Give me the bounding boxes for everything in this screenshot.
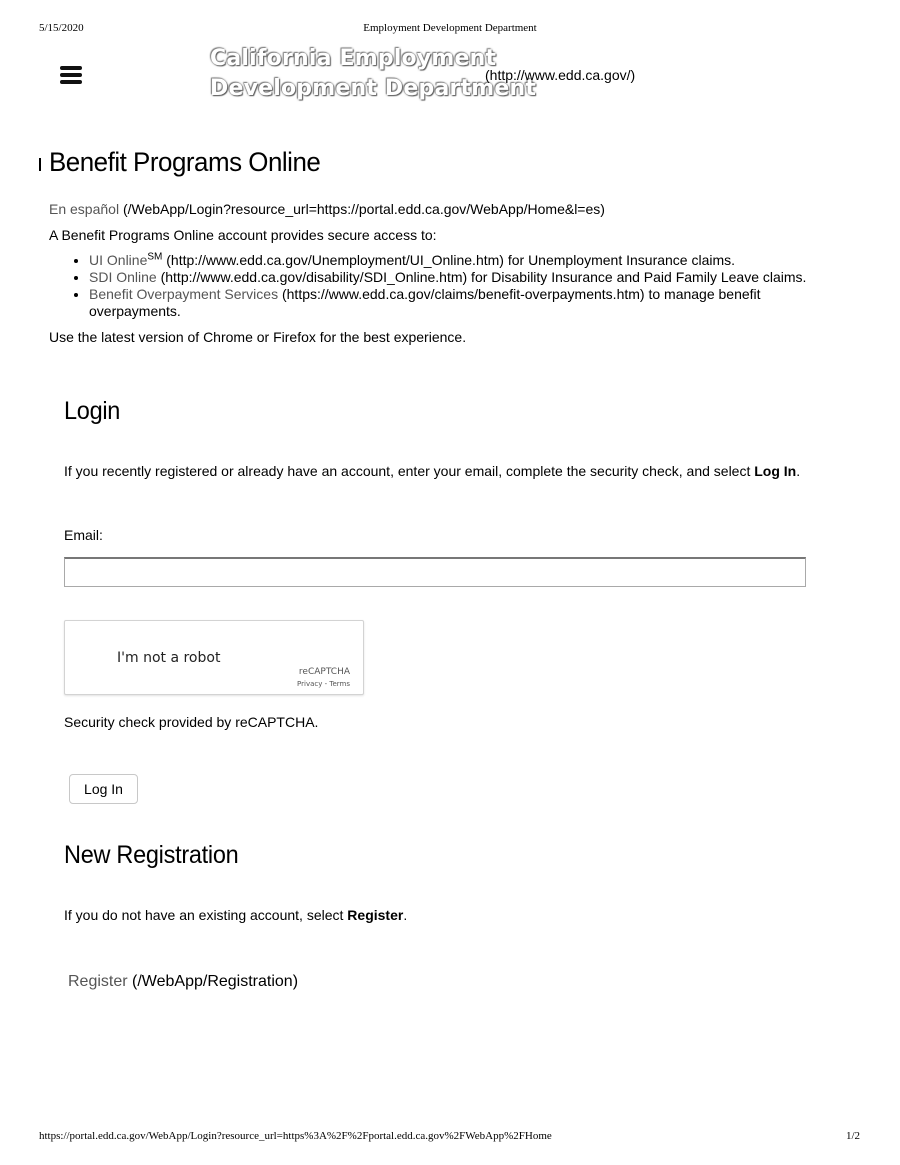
print-footer-url: https://portal.edd.ca.gov/WebApp/Login?resource_url=https%3A%2F%2Fportal.edd.ca.gov%2FWebApp%2FHome	[39, 1130, 552, 1142]
edd-logo[interactable]	[210, 44, 537, 104]
register-line	[68, 973, 298, 991]
title-marker	[39, 158, 41, 171]
sdi-online-text: (http://www.edd.ca.gov/disability/SDI_Online.htm) for Disability Insurance and Paid Family Leave claims.	[156, 269, 807, 285]
hamburger-menu-icon[interactable]	[60, 66, 82, 84]
overpayment-text: (https://www.edd.ca.gov/claims/benefit-overpayments.htm) to manage benefit overpayments.	[89, 286, 761, 319]
spanish-link[interactable]: En español	[49, 201, 120, 217]
logo-line-2: Development Department	[210, 76, 537, 101]
ui-online-link[interactable]: UI Online	[89, 252, 148, 268]
intro-section	[49, 201, 849, 346]
print-page-number: 1/2	[845, 1130, 860, 1142]
recaptcha-links	[297, 680, 350, 688]
recaptcha-label[interactable]: I'm not a robot	[117, 650, 221, 666]
registration-instructions-bold: Register	[347, 907, 404, 923]
intro-description: A Benefit Programs Online account provides secure access to:	[49, 227, 437, 243]
print-title: Employment Development Department	[363, 22, 537, 34]
recaptcha-separator: -	[322, 680, 330, 688]
sm-superscript: SM	[147, 251, 163, 263]
registration-instructions-text: If you do not have an existing account, select	[64, 907, 348, 923]
registration-instructions	[64, 907, 407, 923]
email-label: Email:	[64, 527, 103, 543]
login-button[interactable]: Log In	[69, 774, 138, 804]
spanish-url: (/WebApp/Login?resource_url=https://portal.edd.ca.gov/WebApp/Home&l=es)	[119, 201, 605, 217]
print-date: 5/15/2020	[39, 22, 84, 34]
logo-line-1: California Employment	[210, 46, 497, 71]
logo-url: (http://www.edd.ca.gov/)	[485, 67, 636, 83]
page-title: Benefit Programs Online	[49, 147, 321, 177]
recaptcha-terms-link[interactable]: Terms	[329, 680, 350, 688]
registration-heading: New Registration	[64, 841, 239, 869]
login-instructions-text: If you recently registered or already have an account, enter your email, complete the security check, and select	[64, 463, 755, 479]
register-url: (/WebApp/Registration)	[127, 973, 299, 990]
recaptcha-brand: reCAPTCHA	[298, 667, 350, 677]
email-field[interactable]	[64, 557, 806, 587]
registration-instructions-end: .	[403, 907, 408, 923]
login-instructions-end: .	[796, 463, 801, 479]
overpayment-link[interactable]: Benefit Overpayment Services	[89, 286, 279, 302]
program-list	[49, 252, 849, 320]
list-item	[89, 286, 849, 320]
sdi-online-link[interactable]: SDI Online	[89, 269, 157, 285]
security-check-text: Security check provided by reCAPTCHA.	[64, 714, 319, 730]
recaptcha-privacy-link[interactable]: Privacy	[297, 680, 323, 688]
ui-online-text: (http://www.edd.ca.gov/Unemployment/UI_Online.htm) for Unemployment Insurance claims.	[162, 252, 736, 268]
list-item	[89, 252, 849, 269]
register-link[interactable]: Register	[68, 973, 128, 990]
browser-note: Use the latest version of Chrome or Firefox for the best experience.	[49, 329, 467, 345]
login-heading: Login	[64, 397, 121, 425]
login-instructions	[64, 463, 814, 480]
login-instructions-bold: Log In	[754, 463, 797, 479]
recaptcha-widget[interactable]	[64, 620, 364, 695]
list-item	[89, 269, 849, 286]
spanish-line	[49, 201, 849, 218]
